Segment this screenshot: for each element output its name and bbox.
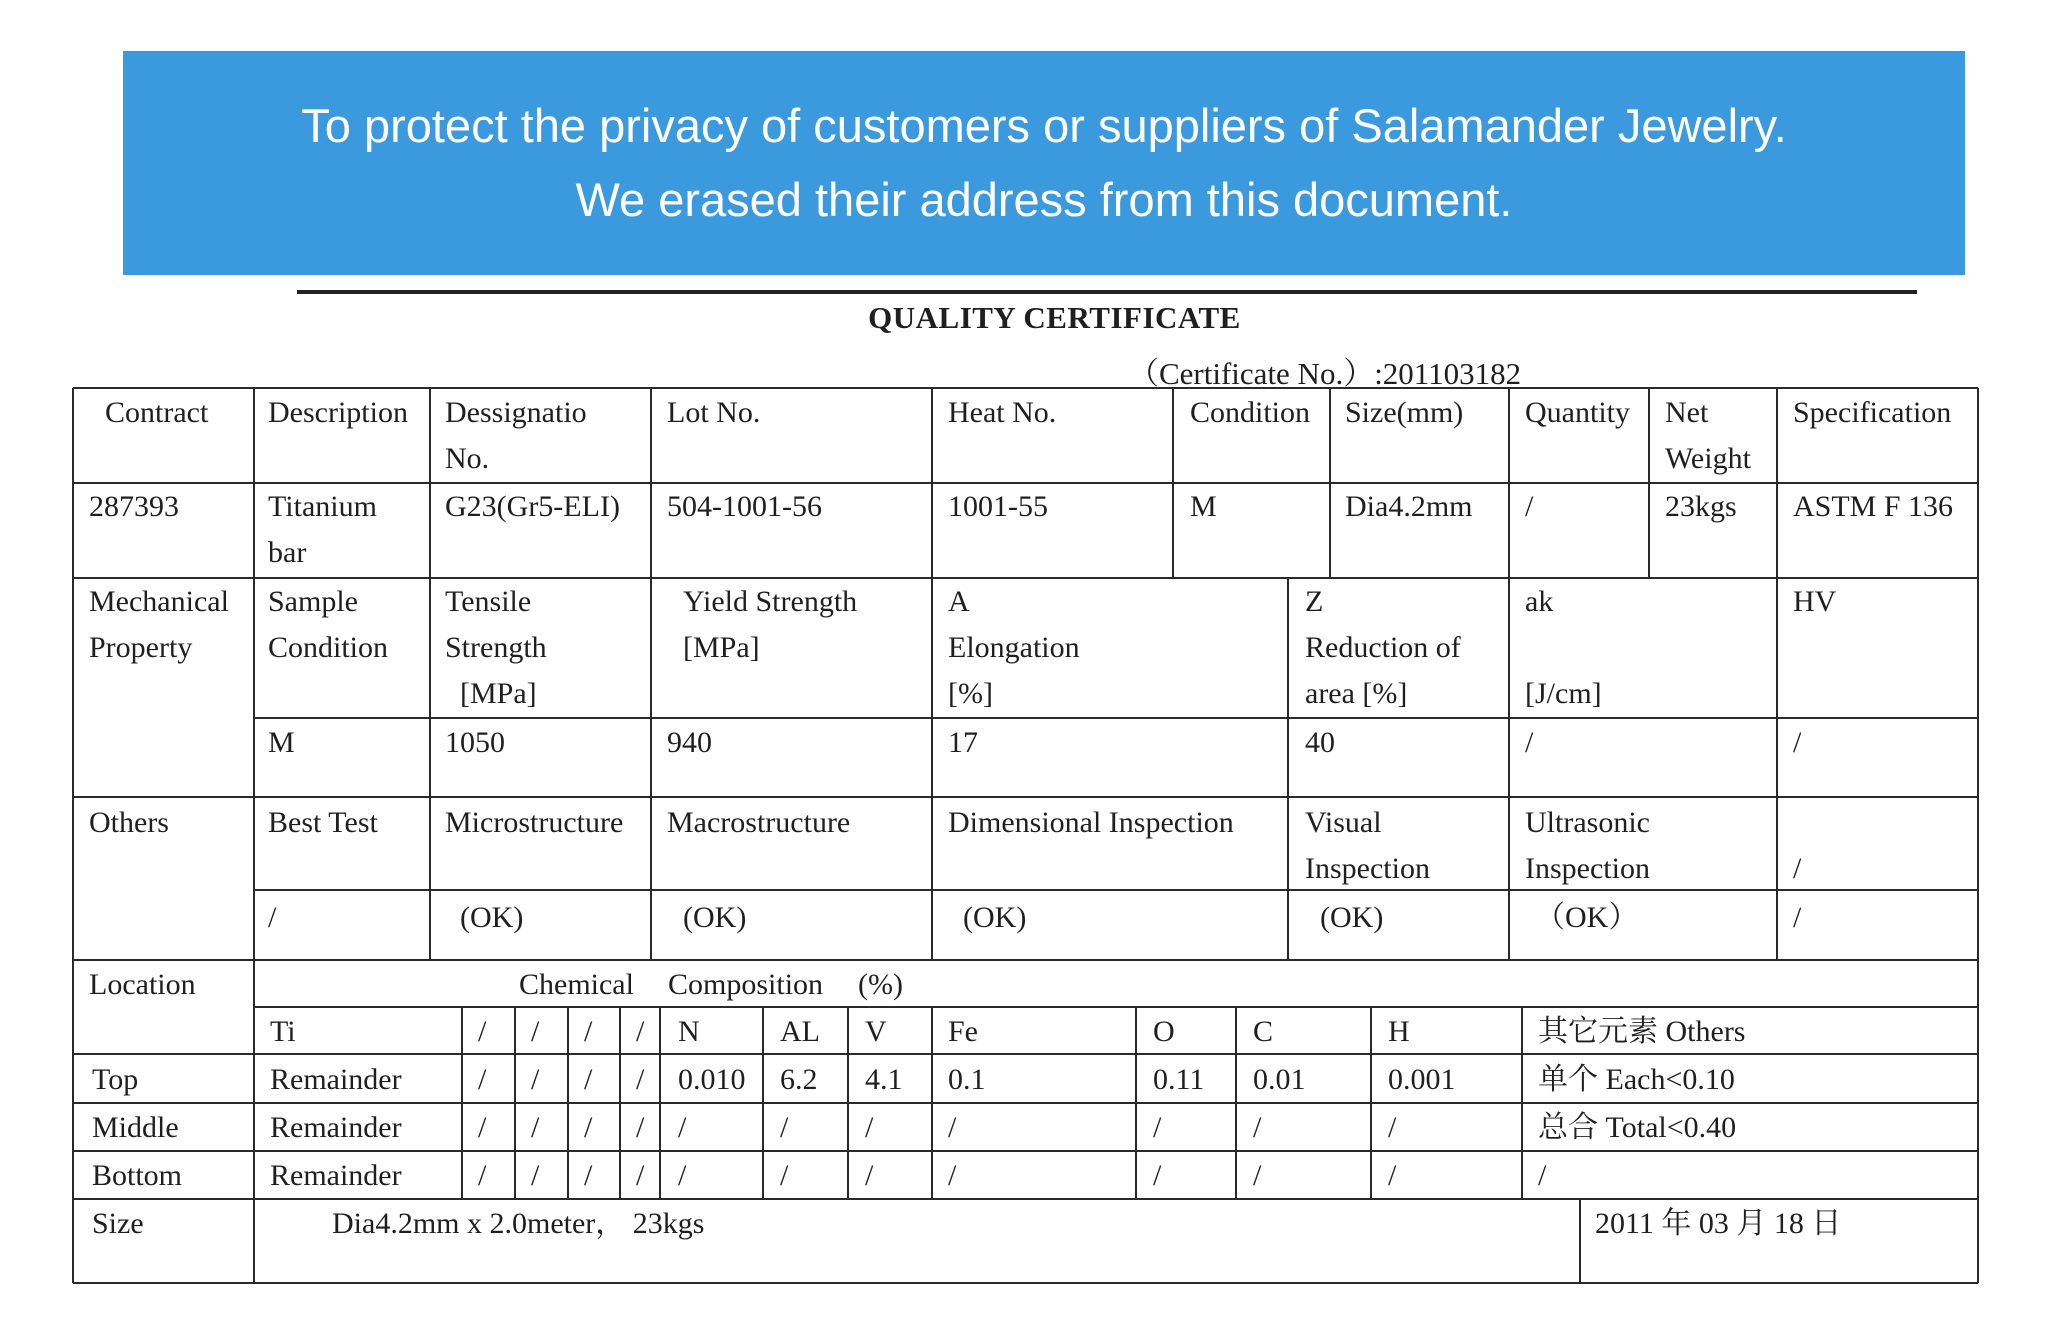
mech-sample-value: M <box>268 726 295 759</box>
product-designation: G23(Gr5-ELI) <box>445 490 620 523</box>
mech-tensile-header-line2: Strength <box>445 631 547 664</box>
header-condition: Condition <box>1190 396 1311 429</box>
others-dimensional-value: (OK) <box>963 901 1027 934</box>
document-title: QUALITY CERTIFICATE <box>868 300 1241 335</box>
chem-header-o: O <box>1153 1015 1175 1048</box>
chem-row-middle-ti: Remainder <box>270 1111 402 1144</box>
mech-tensile-header-line3: [MPa] <box>460 677 537 710</box>
chem-row-top-location: Top <box>92 1063 139 1096</box>
chem-header-blank-1: / <box>478 1015 487 1048</box>
header-size: Size(mm) <box>1345 396 1464 429</box>
chem-row-bottom-o: / <box>1153 1159 1162 1192</box>
chemical-title-word2: Composition <box>668 968 824 1001</box>
chem-row-top-c: 0.01 <box>1253 1063 1306 1096</box>
chem-row-bottom-al: / <box>780 1159 789 1192</box>
mech-yield-value: 940 <box>667 726 712 759</box>
header-lot: Lot No. <box>667 396 761 429</box>
chem-header-blank-4: / <box>636 1015 645 1048</box>
mech-elongation-header-line3: [%] <box>948 677 993 710</box>
product-quantity: / <box>1525 490 1534 523</box>
mech-elongation-header-line2: Elongation <box>948 631 1080 664</box>
mech-tensile-value: 1050 <box>445 726 505 759</box>
chem-row-middle-al: / <box>780 1111 789 1144</box>
chem-row-middle-c: / <box>1253 1111 1262 1144</box>
banner-line-1: To protect the privacy of customers or suppliers of Salamander Jewelry. <box>301 99 1787 152</box>
header-net-weight-line1: Net <box>1665 396 1709 429</box>
chem-row-middle-blank-3: / <box>584 1111 593 1144</box>
others-micro-value: (OK) <box>460 901 524 934</box>
others-micro-header: Microstructure <box>445 806 624 839</box>
chem-header-h: H <box>1388 1015 1410 1048</box>
chem-row-top-blank-2: / <box>531 1063 540 1096</box>
product-size: Dia4.2mm <box>1345 490 1473 523</box>
others-dimensional-header: Dimensional Inspection <box>948 806 1234 839</box>
chem-row-bottom-others: / <box>1538 1159 1547 1192</box>
others-best-test-header: Best Test <box>268 806 378 839</box>
header-quantity: Quantity <box>1525 396 1630 429</box>
chem-row-top-fe: 0.1 <box>948 1063 986 1096</box>
header-designation-line1: Dessignatio <box>445 396 587 429</box>
chem-row-middle-blank-2: / <box>531 1111 540 1144</box>
mech-elongation-header-line1: A <box>948 585 970 618</box>
chem-row-bottom-blank-1: / <box>478 1159 487 1192</box>
others-ultrasonic-header-line1: Ultrasonic <box>1525 806 1650 839</box>
chem-row-middle-location: Middle <box>92 1111 179 1144</box>
mech-hv-value: / <box>1793 726 1802 759</box>
product-description-line1: Titanium <box>268 490 377 523</box>
top-rule <box>297 290 1917 294</box>
others-last-value: / <box>1793 901 1802 934</box>
chem-row-top-v: 4.1 <box>865 1063 903 1096</box>
chem-row-bottom-c: / <box>1253 1159 1262 1192</box>
mech-yield-header-line2: [MPa] <box>683 631 760 664</box>
chem-header-others: 其它元素 Others <box>1538 1015 1746 1048</box>
others-visual-header-line1: Visual <box>1305 806 1382 839</box>
chem-row-top-blank-1: / <box>478 1063 487 1096</box>
chem-row-bottom-v: / <box>865 1159 874 1192</box>
chem-header-fe: Fe <box>948 1015 978 1048</box>
mech-hv-header: HV <box>1793 585 1837 618</box>
privacy-banner <box>123 51 1965 275</box>
chem-header-ti: Ti <box>270 1015 296 1048</box>
header-description: Description <box>268 396 408 429</box>
chem-header-blank-3: / <box>584 1015 593 1048</box>
chem-row-top-ti: Remainder <box>270 1063 402 1096</box>
others-macro-header: Macrostructure <box>667 806 851 839</box>
chem-row-middle-blank-1: / <box>478 1111 487 1144</box>
chem-row-bottom-n: / <box>678 1159 687 1192</box>
product-net-weight: 23kgs <box>1665 490 1737 523</box>
chem-row-top-others: 单个 Each<0.10 <box>1538 1063 1735 1096</box>
product-lot: 504-1001-56 <box>667 490 822 523</box>
others-macro-value: (OK) <box>683 901 747 934</box>
mech-tensile-header-line1: Tensile <box>445 585 532 618</box>
others-best-test-value: / <box>268 901 277 934</box>
header-contract: Contract <box>105 396 209 429</box>
header-specification: Specification <box>1793 396 1952 429</box>
chem-row-middle-v: / <box>865 1111 874 1144</box>
others-last-header: / <box>1793 852 1802 885</box>
chem-header-v: V <box>865 1015 887 1048</box>
mech-ak-header-line2: [J/cm] <box>1525 677 1602 710</box>
location-label: Location <box>89 968 196 1001</box>
mech-reduction-header-line1: Z <box>1305 585 1324 618</box>
chem-header-c: C <box>1253 1015 1274 1048</box>
chem-row-middle-blank-4: / <box>636 1111 645 1144</box>
mech-sample-header-line2: Condition <box>268 631 389 664</box>
product-specification: ASTM F 136 <box>1793 490 1954 523</box>
mech-reduction-header-line3: area [%] <box>1305 677 1408 710</box>
chemical-title-word1: Chemical <box>519 968 634 1001</box>
mech-reduction-value: 40 <box>1305 726 1335 759</box>
product-condition: M <box>1190 490 1217 523</box>
chem-row-bottom-blank-2: / <box>531 1159 540 1192</box>
chem-header-n: N <box>678 1015 700 1048</box>
mech-yield-header-line1: Yield Strength <box>683 585 858 618</box>
chem-header-al: AL <box>780 1015 820 1048</box>
mech-sample-header-line1: Sample <box>268 585 358 618</box>
others-visual-value: (OK) <box>1320 901 1384 934</box>
mech-reduction-header-line2: Reduction of <box>1305 631 1461 664</box>
others-ultrasonic-value: （OK） <box>1535 901 1639 934</box>
chem-row-top-n: 0.010 <box>678 1063 746 1096</box>
chem-row-middle-others: 总合 Total<0.40 <box>1538 1111 1737 1144</box>
certificate-number: （Certificate No.）:201103182 <box>1128 356 1522 391</box>
others-ultrasonic-header-line2: Inspection <box>1525 852 1650 885</box>
chem-row-middle-o: / <box>1153 1111 1162 1144</box>
chem-row-bottom-fe: / <box>948 1159 957 1192</box>
mech-ak-value: / <box>1525 726 1534 759</box>
size-value: Dia4.2mm x 2.0meter， 23kgs <box>332 1207 705 1240</box>
product-heat: 1001-55 <box>948 490 1048 523</box>
header-designation-line2: No. <box>445 442 490 475</box>
others-label: Others <box>89 806 169 839</box>
header-heat: Heat No. <box>948 396 1057 429</box>
chemical-title-word3: (%) <box>858 968 903 1001</box>
header-net-weight-line2: Weight <box>1665 442 1751 475</box>
chem-row-top-blank-3: / <box>584 1063 593 1096</box>
others-visual-header-line2: Inspection <box>1305 852 1430 885</box>
chem-row-middle-fe: / <box>948 1111 957 1144</box>
chem-row-middle-h: / <box>1388 1111 1397 1144</box>
mechanical-label-line1: Mechanical <box>89 585 229 618</box>
banner-line-2: We erased their address from this document. <box>575 173 1513 226</box>
certificate-date: 2011 年 03 月 18 日 <box>1595 1207 1842 1240</box>
chem-row-bottom-blank-3: / <box>584 1159 593 1192</box>
chem-row-middle-n: / <box>678 1111 687 1144</box>
chem-row-bottom-location: Bottom <box>92 1159 183 1192</box>
size-label: Size <box>92 1207 144 1240</box>
mech-elongation-value: 17 <box>948 726 978 759</box>
chem-row-top-o: 0.11 <box>1153 1063 1205 1096</box>
chem-row-top-al: 6.2 <box>780 1063 818 1096</box>
chem-row-top-h: 0.001 <box>1388 1063 1456 1096</box>
product-contract: 287393 <box>89 490 179 523</box>
mechanical-label-line2: Property <box>89 631 193 664</box>
chem-row-top-blank-4: / <box>636 1063 645 1096</box>
chem-row-bottom-blank-4: / <box>636 1159 645 1192</box>
chem-row-bottom-ti: Remainder <box>270 1159 402 1192</box>
product-description-line2: bar <box>268 536 307 569</box>
chem-header-blank-2: / <box>531 1015 540 1048</box>
mech-ak-header-line1: ak <box>1525 585 1554 618</box>
chem-row-bottom-h: / <box>1388 1159 1397 1192</box>
